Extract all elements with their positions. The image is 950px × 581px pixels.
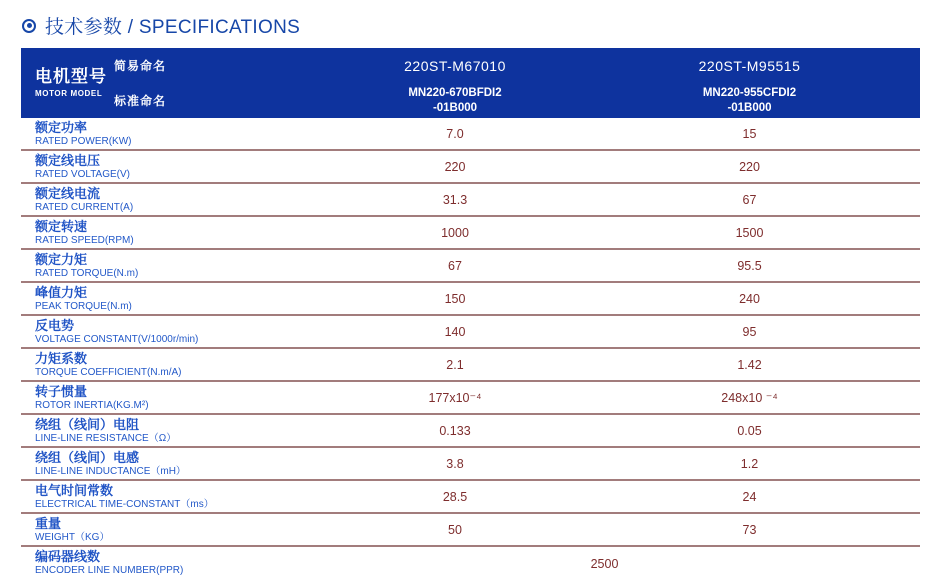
row-value-col1: 220 [444,159,466,174]
row-value-col1: 140 [444,324,466,339]
spec-row-rated-current [21,184,920,217]
row-value-col2: 67 [742,192,757,207]
row-value-col1: 50 [448,522,462,537]
row-value-col1: 177x10⁻⁴ [428,391,482,405]
model-column-1 [310,48,600,118]
row-value-col2: 95 [742,324,757,339]
row-label-en: ROTOR INERTIA(KG.M²) [35,399,149,411]
row-value-col1: 1000 [441,225,469,240]
row-label-en: RATED VOLTAGE(V) [35,168,131,180]
spec-row-peak-torque [21,283,920,316]
motor-model-cell [21,48,114,118]
row-label-en: RATED SPEED(RPM) [35,234,134,246]
motor-model-label-en: MOTOR MODEL [35,88,103,98]
row-label-en: WEIGHT（KG） [35,531,110,543]
row-label-cn: 额定力矩 [35,252,88,267]
row-value-col1: 67 [448,258,462,273]
row-value-col2: 240 [739,291,760,306]
row-label-en: LINE-LINE INDUCTANCE（mH） [35,465,186,477]
row-value-col2: 248x10 ⁻⁴ [721,391,778,405]
row-label-cn: 转子惯量 [35,384,88,399]
model-2-standard-line1: MN220-955CFDI2 [702,87,797,100]
table-header [21,48,920,118]
bullet-circle-icon [22,19,36,33]
row-value-col2: 0.05 [737,423,762,438]
row-value-col1: 0.133 [439,423,471,438]
simple-name-label: 简易命名 [114,59,167,73]
row-label-en: LINE-LINE RESISTANCE（Ω） [35,432,177,444]
model-2-standard-name [600,83,899,118]
row-value-col2: 1.42 [737,357,762,372]
row-label-cn: 额定线电流 [35,186,101,201]
name-type-column [114,48,310,118]
spec-row-rated-torque [21,250,920,283]
row-value-col1: 31.3 [442,192,468,207]
row-label-cn: 绕组（线间）电阻 [35,417,140,432]
model-2-simple-name: 220ST-M95515 [698,57,801,74]
page-title-bar [22,12,300,39]
spec-row-electrical-time-constant [21,481,920,514]
row-label-cn: 反电势 [35,318,75,333]
row-value-col1: 2.1 [446,357,464,372]
row-label-cn: 额定转速 [35,219,88,234]
row-label-en: RATED TORQUE(N.m) [35,267,139,279]
row-label-en: RATED CURRENT(A) [35,201,134,213]
row-value-col2: 24 [742,489,757,504]
spec-row-encoder-lines [21,547,920,581]
row-value-col2: 15 [742,126,757,141]
row-value-col1: 3.8 [446,456,464,471]
spec-row-rotor-inertia [21,382,920,415]
spec-row-rated-voltage [21,151,920,184]
row-label-cn: 重量 [35,516,62,531]
row-label-cn: 编码器线数 [35,549,101,564]
row-label-cn: 峰值力矩 [35,285,88,300]
row-value-col2: 95.5 [737,258,762,273]
spec-row-rated-speed [21,217,920,250]
row-label-cn: 额定线电压 [35,153,101,168]
spec-row-line-inductance [21,448,920,481]
row-label-en: ENCODER LINE NUMBER(PPR) [35,564,184,576]
specifications-table [21,48,920,581]
model-1-standard-name [310,83,600,118]
spec-row-rated-power [21,118,920,151]
model-1-standard-line1: MN220-670BFDI2 [408,87,502,100]
row-value-col2: 1500 [735,225,764,240]
row-label-cn: 绕组（线间）电感 [35,450,140,465]
row-value-col1: 150 [444,291,466,306]
page-title: 技术参数 / SPECIFICATIONS [45,17,301,38]
row-label-cn: 额定功率 [35,120,88,135]
row-label-cn: 力矩系数 [35,351,88,366]
standard-name-label: 标准命名 [114,94,167,108]
model-column-2 [600,48,899,118]
row-label-en: PEAK TORQUE(N.m) [35,300,132,312]
row-label-en: ELECTRICAL TIME-CONSTANT（ms） [35,498,214,510]
row-value-col2: 220 [739,159,760,174]
spec-row-torque-coefficient [21,349,920,382]
spec-row-weight [21,514,920,547]
spec-row-voltage-constant [21,316,920,349]
row-value-span: 2500 [590,557,619,571]
row-label-en: RATED POWER(KW) [35,135,132,147]
row-value-col2: 1.2 [740,456,759,471]
row-value-col1: 7.0 [446,126,464,141]
motor-model-label-cn: 电机型号 [35,67,107,87]
spec-row-line-resistance [21,415,920,448]
row-value-col2: 73 [742,522,757,537]
model-1-simple-name: 220ST-M67010 [404,57,506,74]
model-1-standard-line2: -01B000 [432,101,478,114]
model-2-standard-line2: -01B000 [727,101,772,114]
row-value-col1: 28.5 [442,489,468,504]
row-label-en: VOLTAGE CONSTANT(V/1000r/min) [35,333,199,345]
row-label-cn: 电气时间常数 [35,483,114,498]
row-label-en: TORQUE COEFFICIENT(N.m/A) [35,366,182,378]
